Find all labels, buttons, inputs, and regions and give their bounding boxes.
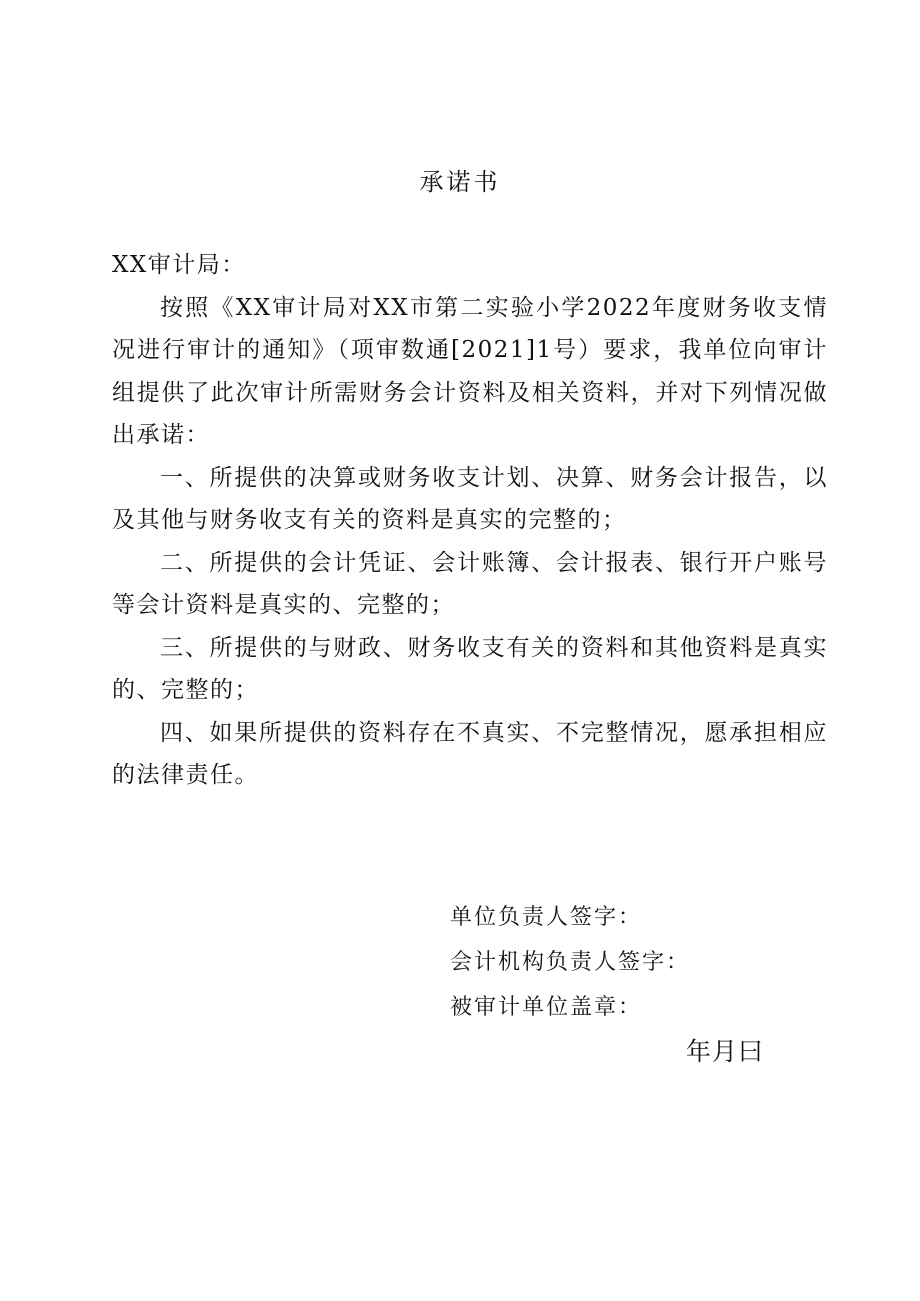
date-line: 年月曰 bbox=[686, 1037, 765, 1066]
addressee: XX审计局： bbox=[112, 252, 246, 278]
accounting-head-signature-label: 会计机构负责人签字： bbox=[450, 950, 691, 975]
paragraph-commitment-2: 二、所提供的会计凭证、会计账簿、会计报表、银行开户账号等会计资料是真实的、完整的； bbox=[112, 549, 828, 618]
audited-unit-seal-label: 被审计单位盖章： bbox=[450, 995, 643, 1020]
document-title: 承诺书 bbox=[419, 168, 501, 196]
unit-head-signature-label: 单位负责人签字： bbox=[450, 905, 643, 930]
document-body bbox=[112, 244, 828, 797]
paragraph-commitment-1: 一、所提供的决算或财务收支计划、决算、财务会计报告，以及其他与财务收支有关的资料是真实的完整的； bbox=[112, 464, 828, 533]
paragraph-commitment-3: 三、所提供的与财政、财务收支有关的资料和其他资料是真实的、完整的； bbox=[112, 634, 828, 703]
signature-block bbox=[450, 898, 690, 1033]
paragraph-intro: 按照《XX审计局对XX市第二实验小学2022年度财务收支情况进行审计的通知》（项审数通[2021]1号）要求，我单位向审计组提供了此次审计所需财务会计资料及相关资料，并对下列情况做出承诺： bbox=[112, 294, 828, 448]
paragraph-commitment-4: 四、如果所提供的资料存在不真实、不完整情况，愿承担相应的法律责任。 bbox=[112, 719, 828, 788]
